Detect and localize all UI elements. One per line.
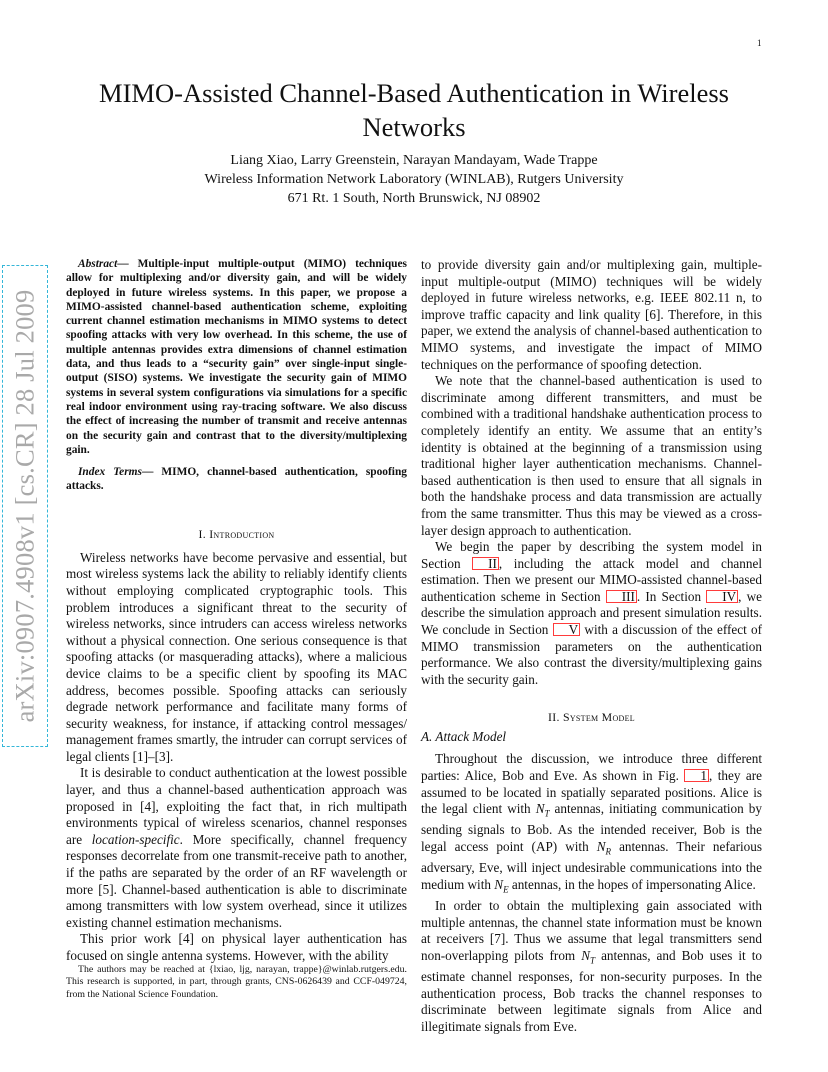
figure-link-1[interactable]: 1 [684,769,709,782]
section-title: System Model [562,710,635,725]
right-paragraph-2: We note that the channel-based authentication is used to discriminate among different transmitters, and must be combined with a traditional handshake authentication process to completely identify an entity. We assume that an entity’s identity is obtained at the beginning of a transmission using traditional higher layer authentication mechanisms. Channel-based authentication is then used to ensure that all signals in both the handshake process and data transmission are actually from the same transmitter. Thus this may be viewed as a cross-layer design approach to authentication. [421,373,762,538]
section-number: II. [547,710,560,725]
section-link-iv[interactable]: IV [706,590,738,603]
symbol-nt: $N_T$ [581,947,596,966]
section-number: I. [198,526,206,541]
author-affiliation: Wireless Information Network Laboratory (WINLAB), Rutgers University [204,172,624,187]
page-number: 1 [757,38,762,48]
abstract-label: Abstract [78,258,118,270]
arxiv-identifier: arXiv:0907.4908v1 [cs.CR] 28 Jul 2009 [9,289,40,723]
author-block [60,151,768,208]
attack-model-paragraph-1: Throughout the discussion, we introduce three different parties: Alice, Bob and Eve. As shown in Fig. 1 , they are assumed to be located in spatially separated positions. Alice is the legal client with $N_T$ antennas, initiating communication by sending signals to Bob. As the intended receiver, Bob is the legal access point (AP) with $N_R$ antennas. Their nefarious adversary, Eve, will inject undesirable communications into the medium with $N_E$ antennas, in the hopes of impersonating Alice. [421,751,762,895]
intro-paragraph-1: Wireless networks have become pervasive and essential, but most wireless systems lack the ability to reliably identify clients without employing complicated cryptographic tools. This problem introduces a significant threat to the security of wireless networks, since intruders can access wireless networks without a physical connection. One serious consequence is that spoofing attacks (or masquerading attacks), where a malicious device claims to be a specific client by spoofing its MAC address, becomes possible. Spoofing attacks can seriously degrade network performance and facilitate many forms of security weakness, for instance, if attacking control messages/ management frames smartly, the intruder can corrupt services of legal clients [1]–[3]. [66,549,407,764]
paper-title: MIMO-Assisted Channel-Based Authentication in Wireless Networks [99,78,729,142]
section-link-ii[interactable]: II [472,557,499,570]
author-address: 671 Rt. 1 South, North Brunswick, NJ 08902 [287,191,541,206]
symbol-nt: $N_T$ [535,801,550,819]
symbol-nr: $N_R$ [596,839,612,857]
abstract-text: Multiple-input multiple-output (MIMO) techniques allow for multiplexing and/or diversity gain, and will be widely deployed in future wireless systems. In this paper, we propose a MIMO-assisted channel-based authentication scheme, exploiting current channel estimation mechanisms in MIMO systems to detect spoofing attacks with very low overhead. In this scheme, the use of multiple antennas provides extra dimensions of channel estimation data, and thus leads to a “security gain” over single-input single-output (SISO) systems. We investigate the security gain of MIMO systems in several system configurations via simulations for a specific real indoor environment using ray-tracing software. We also discuss the effect of increasing the number of transmit and receive antennas on the security gain and contrast that to the diversity/multiplexing gain. [66,258,407,456]
attack-model-paragraph-2: In order to obtain the multiplexing gain associated with multiple antennas, the channel state information must be known at receivers [7]. Thus we assume that legal transmitters send non-overlapping pilots from $N_T$ antennas, and Bob uses it to estimate channel responses, for non-security purposes. In the authentication process, Bob tracks the channel responses to discriminate between legitimate signals from Alice and illegitimate signals from Eve. [421,898,762,1034]
subsection-heading-attack-model: A. Attack Model [421,729,507,745]
section-title: Introduction [209,526,275,541]
emphasis: location-specific [91,831,180,847]
footnote: The authors may be reached at {lxiao, ljg, narayan, trappe}@winlab.rutgers.edu. This research is supported, in part, through grants, CNS-0626439 and CCF-049724, from the National Science Foundation. [66,964,407,1000]
right-paragraph-3: We begin the paper by describing the system model in Section II , including the attack model and channel estimation. Then we present our MIMO-assisted channel-based authentication scheme in Section III . In Section IV , we describe the simulation approach and present simulation results. We conclude in Section V with a discussion of the effect of MIMO transmission parameters on the authentication performance. We also contrast the diversity/multiplexing gains with the security gain. [421,539,762,687]
left-column [66,257,407,965]
section-link-iii[interactable]: III [606,590,637,603]
right-paragraph-1: to provide diversity gain and/or multiplexing gain, multiple-input multiple-output (MIMO) techniques will be widely deployed in future wireless networks, e.g. IEEE 802.11 n, to improve traffic capacity and link quality [6]. Therefore, in this paper, we extend the analysis of channel-based authentication to MIMO systems, and investigate the impact of MIMO techniques on the performance of spoofing detection. [421,257,762,372]
index-terms: Index Terms— MIMO, channel-based authentication, spoofing attacks. [66,466,407,493]
section-link-v[interactable]: V [553,623,581,636]
section-heading-introduction [66,527,407,542]
author-names: Liang Xiao, Larry Greenstein, Narayan Mandayam, Wade Trappe [230,153,598,168]
abstract: Abstract— Multiple-input multiple-output (MIMO) techniques allow for multiplexing and/or diversity gain, and will be widely deployed in future wireless systems. In this paper, we propose a MIMO-assisted channel-based authentication scheme, exploiting current channel estimation mechanisms in MIMO systems to detect spoofing attacks with very low overhead. In this scheme, the use of multiple antennas provides extra dimensions of channel estimation data, and thus leads to a “security gain” over single-input single-output (SISO) systems. We investigate the security gain of MIMO systems in several system configurations via simulations for a specific real indoor environment using ray-tracing software. We also discuss the effect of increasing the number of transmit and receive antennas on the security gain and contrast that to the diversity/multiplexing gain. [66,258,407,456]
index-terms-text: MIMO, channel-based authentication, spoofing attacks. [66,466,407,493]
symbol-ne: $N_E$ [494,876,509,895]
intro-paragraph-3: This prior work [4] on physical layer authentication has focused on single antenna systems. However, with the ability [66,931,407,963]
intro-paragraph-2: It is desirable to conduct authentication at the lowest possible layer, and thus a channel-based authentication approach was proposed in [4], exploiting the fact that, in rich multipath environments typical of wireless scenarios, channel responses are location-specific. More specifically, channel frequency responses decorrelate from one transmit-receive path to another, if the paths are separated by the order of an RF wavelength or more [5]. Channel-based authentication is able to discriminate among transmitters with low system overhead, since it utilizes existing channel estimation mechanisms. [66,765,407,930]
section-heading-system-model [421,710,762,725]
right-column [421,257,762,1036]
arxiv-stamp [2,265,48,747]
index-terms-label: Index Terms [78,466,142,479]
